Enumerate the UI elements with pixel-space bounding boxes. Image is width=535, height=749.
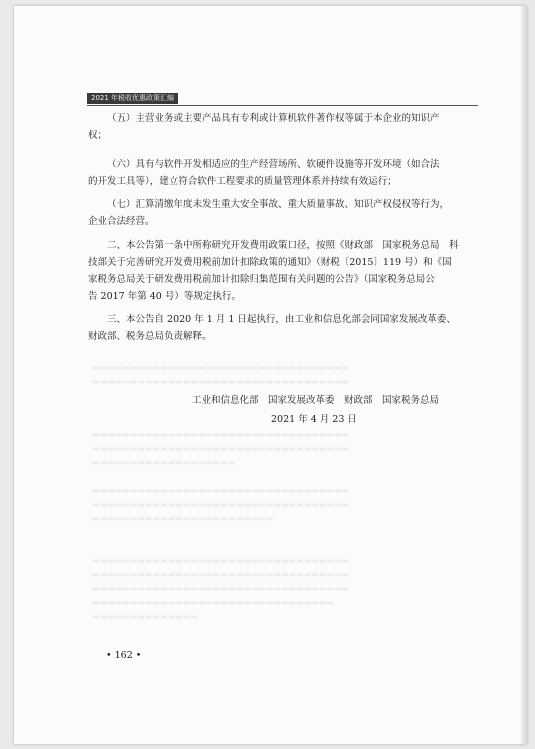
bleed-through-text: ▬▬▬▬▬▬▬▬▬▬▬▬▬▬▬▬▬▬▬▬▬▬▬▬▬▬▬▬▬▬▬▬▬▬ [92, 500, 349, 509]
page-binding-edge [521, 6, 527, 744]
issuing-authorities: 工业和信息化部 国家发展改革委 财政部 国家税务总局 [192, 395, 440, 406]
text-line: 三、本公告自 2020 年 1 月 1 日起执行，由工业和信息化部会同国家发展改革委、 [107, 314, 456, 325]
running-header [87, 93, 478, 106]
text-line: （六）具有与软件开发相适应的生产经营场所、软硬件设施等开发环境（如合法 [107, 159, 440, 170]
text-line: 技部关于完善研究开发费用税前加计扣除政策的通知》（财税〔2015〕119 号）和《国 [88, 257, 452, 268]
issue-date: 2021 年 4 月 23 日 [271, 414, 357, 425]
bleed-through-text: ▬▬▬▬▬▬▬▬▬▬▬▬▬▬▬▬▬▬▬▬▬▬▬▬▬▬▬▬▬▬▬▬▬▬ [92, 377, 349, 386]
text-line: （七）汇算清缴年度未发生重大安全事故、重大质量事故、知识产权侵权等行为， [107, 199, 450, 210]
text-line: 二、本公告第一条中所称研究开发费用政策口径，按照《财政部 国家税务总局 科 [107, 240, 459, 251]
running-header-label: 2021 年税收优惠政策汇编 [87, 93, 178, 104]
article-3 [88, 311, 480, 345]
text-line: 的开发工具等），建立符合软件工程要求的质量管理体系并持续有效运行； [88, 176, 397, 187]
bleed-through-text: ▬▬▬▬▬▬▬▬▬▬▬▬▬▬▬▬▬▬▬▬▬▬▬▬▬▬▬▬▬▬▬▬▬▬ [92, 444, 349, 453]
bleed-through-text: ▬▬▬▬▬▬▬▬▬▬▬▬▬▬▬▬▬▬▬▬▬▬▬▬▬▬▬▬▬▬▬▬▬▬ [92, 584, 349, 593]
clause-5 [88, 110, 480, 144]
text-line: 企业合法经营。 [88, 216, 155, 227]
document-page [14, 6, 527, 744]
text-line: 权； [88, 130, 108, 141]
clause-6 [88, 156, 480, 190]
bleed-through-text: ▬▬▬▬▬▬▬▬▬▬▬▬▬▬▬▬▬▬▬▬▬▬▬▬▬▬▬▬▬▬▬▬▬▬ [92, 430, 349, 439]
bleed-through-text: ▬▬▬▬▬▬▬▬▬▬▬▬▬▬▬▬▬▬▬▬▬▬▬▬▬▬▬▬▬▬▬▬▬▬ [92, 363, 349, 372]
text-line: （五）主营业务或主要产品具有专利或计算机软件著作权等属于本企业的知识产 [107, 113, 440, 124]
bleed-through-text: ▬▬▬▬▬▬▬▬▬▬▬▬▬▬▬▬▬▬▬▬▬▬▬▬▬▬▬▬▬▬▬▬▬▬ [92, 556, 349, 565]
bleed-through-text: ▬▬▬▬▬▬▬▬▬▬▬▬▬▬▬▬▬▬▬ [92, 458, 236, 467]
text-line: 家税务总局关于研发费用税前加计扣除归集范围有关问题的公告》（国家税务总局公 [88, 274, 435, 285]
article-2 [88, 237, 480, 305]
bleed-through-text: ▬▬▬▬▬▬▬▬▬▬▬▬▬▬ [92, 612, 198, 621]
bleed-through-text: ▬▬▬▬▬▬▬▬▬▬▬▬▬▬▬▬▬▬▬▬▬▬▬▬▬▬▬▬▬▬▬▬ [92, 598, 334, 607]
bleed-through-text: ▬▬▬▬▬▬▬▬▬▬▬▬▬▬▬▬▬▬▬▬▬▬▬▬▬▬▬▬▬▬▬▬▬▬ [92, 486, 349, 495]
page-number: • 162 • [106, 650, 142, 661]
text-line: 告 2017 年第 40 号）等规定执行。 [88, 291, 241, 302]
text-line: 财政部、税务总局负责解释。 [88, 331, 212, 342]
bleed-through-text: ▬▬▬▬▬▬▬▬▬▬▬▬▬▬▬▬▬▬▬▬▬▬▬▬ [92, 514, 274, 523]
clause-7 [88, 196, 480, 230]
bleed-through-text: ▬▬▬▬▬▬▬▬▬▬▬▬▬▬▬▬▬▬▬▬▬▬▬▬▬▬▬▬▬▬▬▬▬▬ [92, 570, 349, 579]
